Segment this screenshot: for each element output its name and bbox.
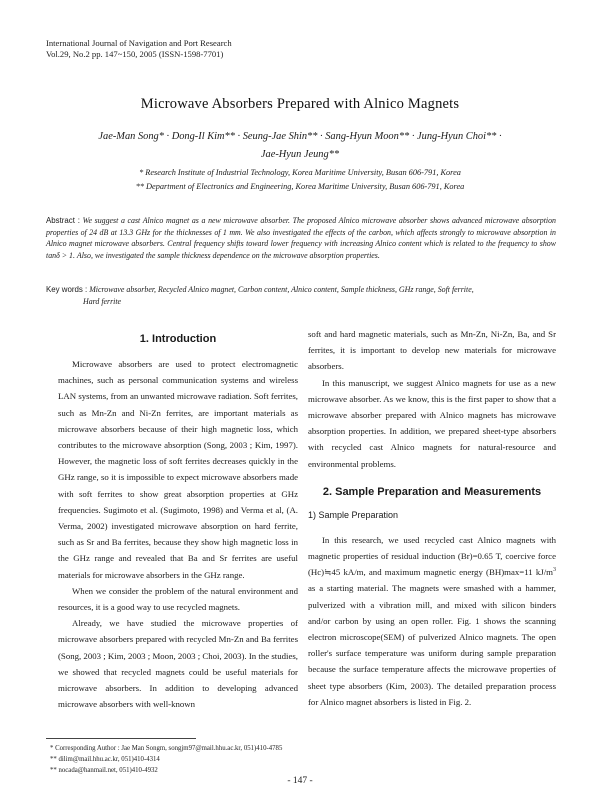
authors-line-2: Jae-Hyun Jeung** bbox=[260, 149, 340, 160]
sample-prep-text-a: In this research, we used recycled cast Alnico magnets with magnetic properties of residual induction (Br)=0.65 T, coercive force (Hc)≒45 kA/m, and maximum magnetic energy (BH)max=11 kJ/m bbox=[308, 534, 556, 578]
affiliation-2: ** Department of Electronics and Engineering, Korea Maritime University, Busan 606-791, Korea bbox=[135, 181, 465, 191]
abstract bbox=[46, 215, 556, 262]
footnote-author-2: ** dilim@mail.hhu.ac.kr, 051)410-4314 bbox=[50, 756, 160, 763]
authors-line-1: Jae-Man Song* · Dong-Il Kim** · Seung-Jae Shin** · Sang-Hyun Moon** · Jung-Hyun Choi** · bbox=[98, 131, 502, 142]
keywords-line-1: Microwave absorber, Recycled Alnico magnet, Carbon content, Alnico content, Sample thickness, GHz range, Soft ferrite, bbox=[89, 285, 474, 294]
sample-prep-text-b: as a starting material. The magnets were smashed with a hammer, pulverized with a vibration mill, and mixed with silicon binders and/or carbon by using an open roller. Fig. 1 shows the scanning electron microscope(SEM) of pulverized Alnico magnets. The open roller's surface temperature was uniform during sample preparation because the surface temperature affects the microwave properties of sheet type absorbers (Kim, 2003). The detailed preparation process for Alnico magnet absorbers is listed in Fig. 2. bbox=[308, 583, 556, 707]
section-heading-sample-preparation: 2. Sample Preparation and Measurements bbox=[322, 485, 542, 498]
intro-paragraph-4: In this manuscript, we suggest Alnico magnets for use as a new microwave absorber. As we know, this is the first paper to show that a microwave absorber prepared with Alnico magnets has microwave absorption properties. In addition, we prepared sheet-type absorbers with recycled cast Alnico magnets for natural-resource and environmental problems. bbox=[308, 377, 556, 469]
keywords-line-2: Hard ferrite bbox=[83, 296, 122, 306]
footnote-author-3: ** nocada@hanmail.net, 051)410-4932 bbox=[50, 767, 158, 774]
journal-volume: Vol.29, No.2 pp. 147~150, 2005 (ISSN-1598-7701) bbox=[46, 49, 224, 59]
subsection-heading-sample-preparation: 1) Sample Preparation bbox=[308, 509, 399, 520]
abstract-label: Abstract : bbox=[46, 216, 80, 225]
sample-prep-paragraph bbox=[308, 532, 556, 710]
journal-header bbox=[46, 38, 232, 60]
keywords bbox=[46, 284, 556, 307]
journal-name: International Journal of Navigation and Port Research bbox=[46, 38, 232, 48]
keywords-label: Key words : bbox=[46, 285, 88, 294]
left-column bbox=[58, 328, 298, 712]
author-list bbox=[40, 128, 560, 164]
footnote-corresponding-author: * Corresponding Author : Jae Man Songm, songjm97@mail.hhu.ac.kr, 051)410-4785 bbox=[50, 745, 283, 752]
intro-paragraph-1: Microwave absorbers are used to protect electromagnetic machines, such as personal communication systems and wireless LAN systems, from an unwanted microwave radiation. Soft ferrites, such as Mn-Zn and Ni-Zn ferrites, are important materials as microwave absorbers because of their high magnetic loss, which contributes to the microwave absorption (Song, 2003 ; Kim, 1997). However, the magnetic loss of soft ferrites decreases quickly in the GHz range, so it is impossible to expect microwave absorbers made with soft ferrites to show great absorption properties at GHz frequencies. Sugimoto et al. (Sugimoto, 1998) and Verma et al, (A. Verma, 2002) investigated microwave absorption on hard ferrite, such as Sr and Ba ferrites, because they show high magnetic loss in the GHz range and revealed that Ba and Sr ferrites are useful materials for microwave absorbers in the GHz range. bbox=[58, 359, 298, 580]
superscript-3: 3 bbox=[553, 567, 556, 574]
footnotes bbox=[50, 743, 282, 776]
paper-title: Microwave Absorbers Prepared with Alnico Magnets bbox=[140, 96, 460, 112]
right-column bbox=[308, 326, 556, 710]
affiliations bbox=[40, 166, 560, 193]
intro-paragraph-3: Already, we have studied the microwave properties of microwave absorbers prepared with recycled Mn-Zn and Ba ferrites (Song, 2003 ; Kim, 2003 ; Moon, 2003 ; Choi, 2003). In the studies, we showed that recycled magnets could be useful materials for microwave absorbers. In addition to developing advanced microwave absorbers with well-known bbox=[58, 618, 298, 710]
page-number: - 147 - bbox=[287, 776, 313, 786]
footnote-divider bbox=[46, 738, 196, 739]
intro-paragraph-2: When we consider the problem of the natural environment and resources, it is a good way to use recycled magnets. bbox=[58, 585, 298, 613]
affiliation-1: * Research Institute of Industrial Technology, Korea Maritime University, Busan 606-791, Korea bbox=[139, 168, 461, 177]
section-heading-introduction: 1. Introduction bbox=[139, 333, 217, 345]
abstract-text: We suggest a cast Alnico magnet as a new microwave absorber. The proposed Alnico microwave absorber shows advanced microwave absorption properties of 24 dB at 13.3 GHz for the thicknesses of 1 mm. We also investigated the effects of the carbon, which affects strongly to microwave absorption in Alnico magnet microwave absorbers. Central frequency shifts toward lower frequency with increasing Alnico content which is related to the frequency to show tanδ > 1. Also, we investigated the sample thickness dependence on the microwave absorption properties. bbox=[46, 216, 556, 261]
intro-continuation: soft and hard magnetic materials, such as Mn-Zn, Ni-Zn, Ba, and Sr ferrites, it is important to develop new materials for microwave absorbers. bbox=[308, 329, 556, 372]
